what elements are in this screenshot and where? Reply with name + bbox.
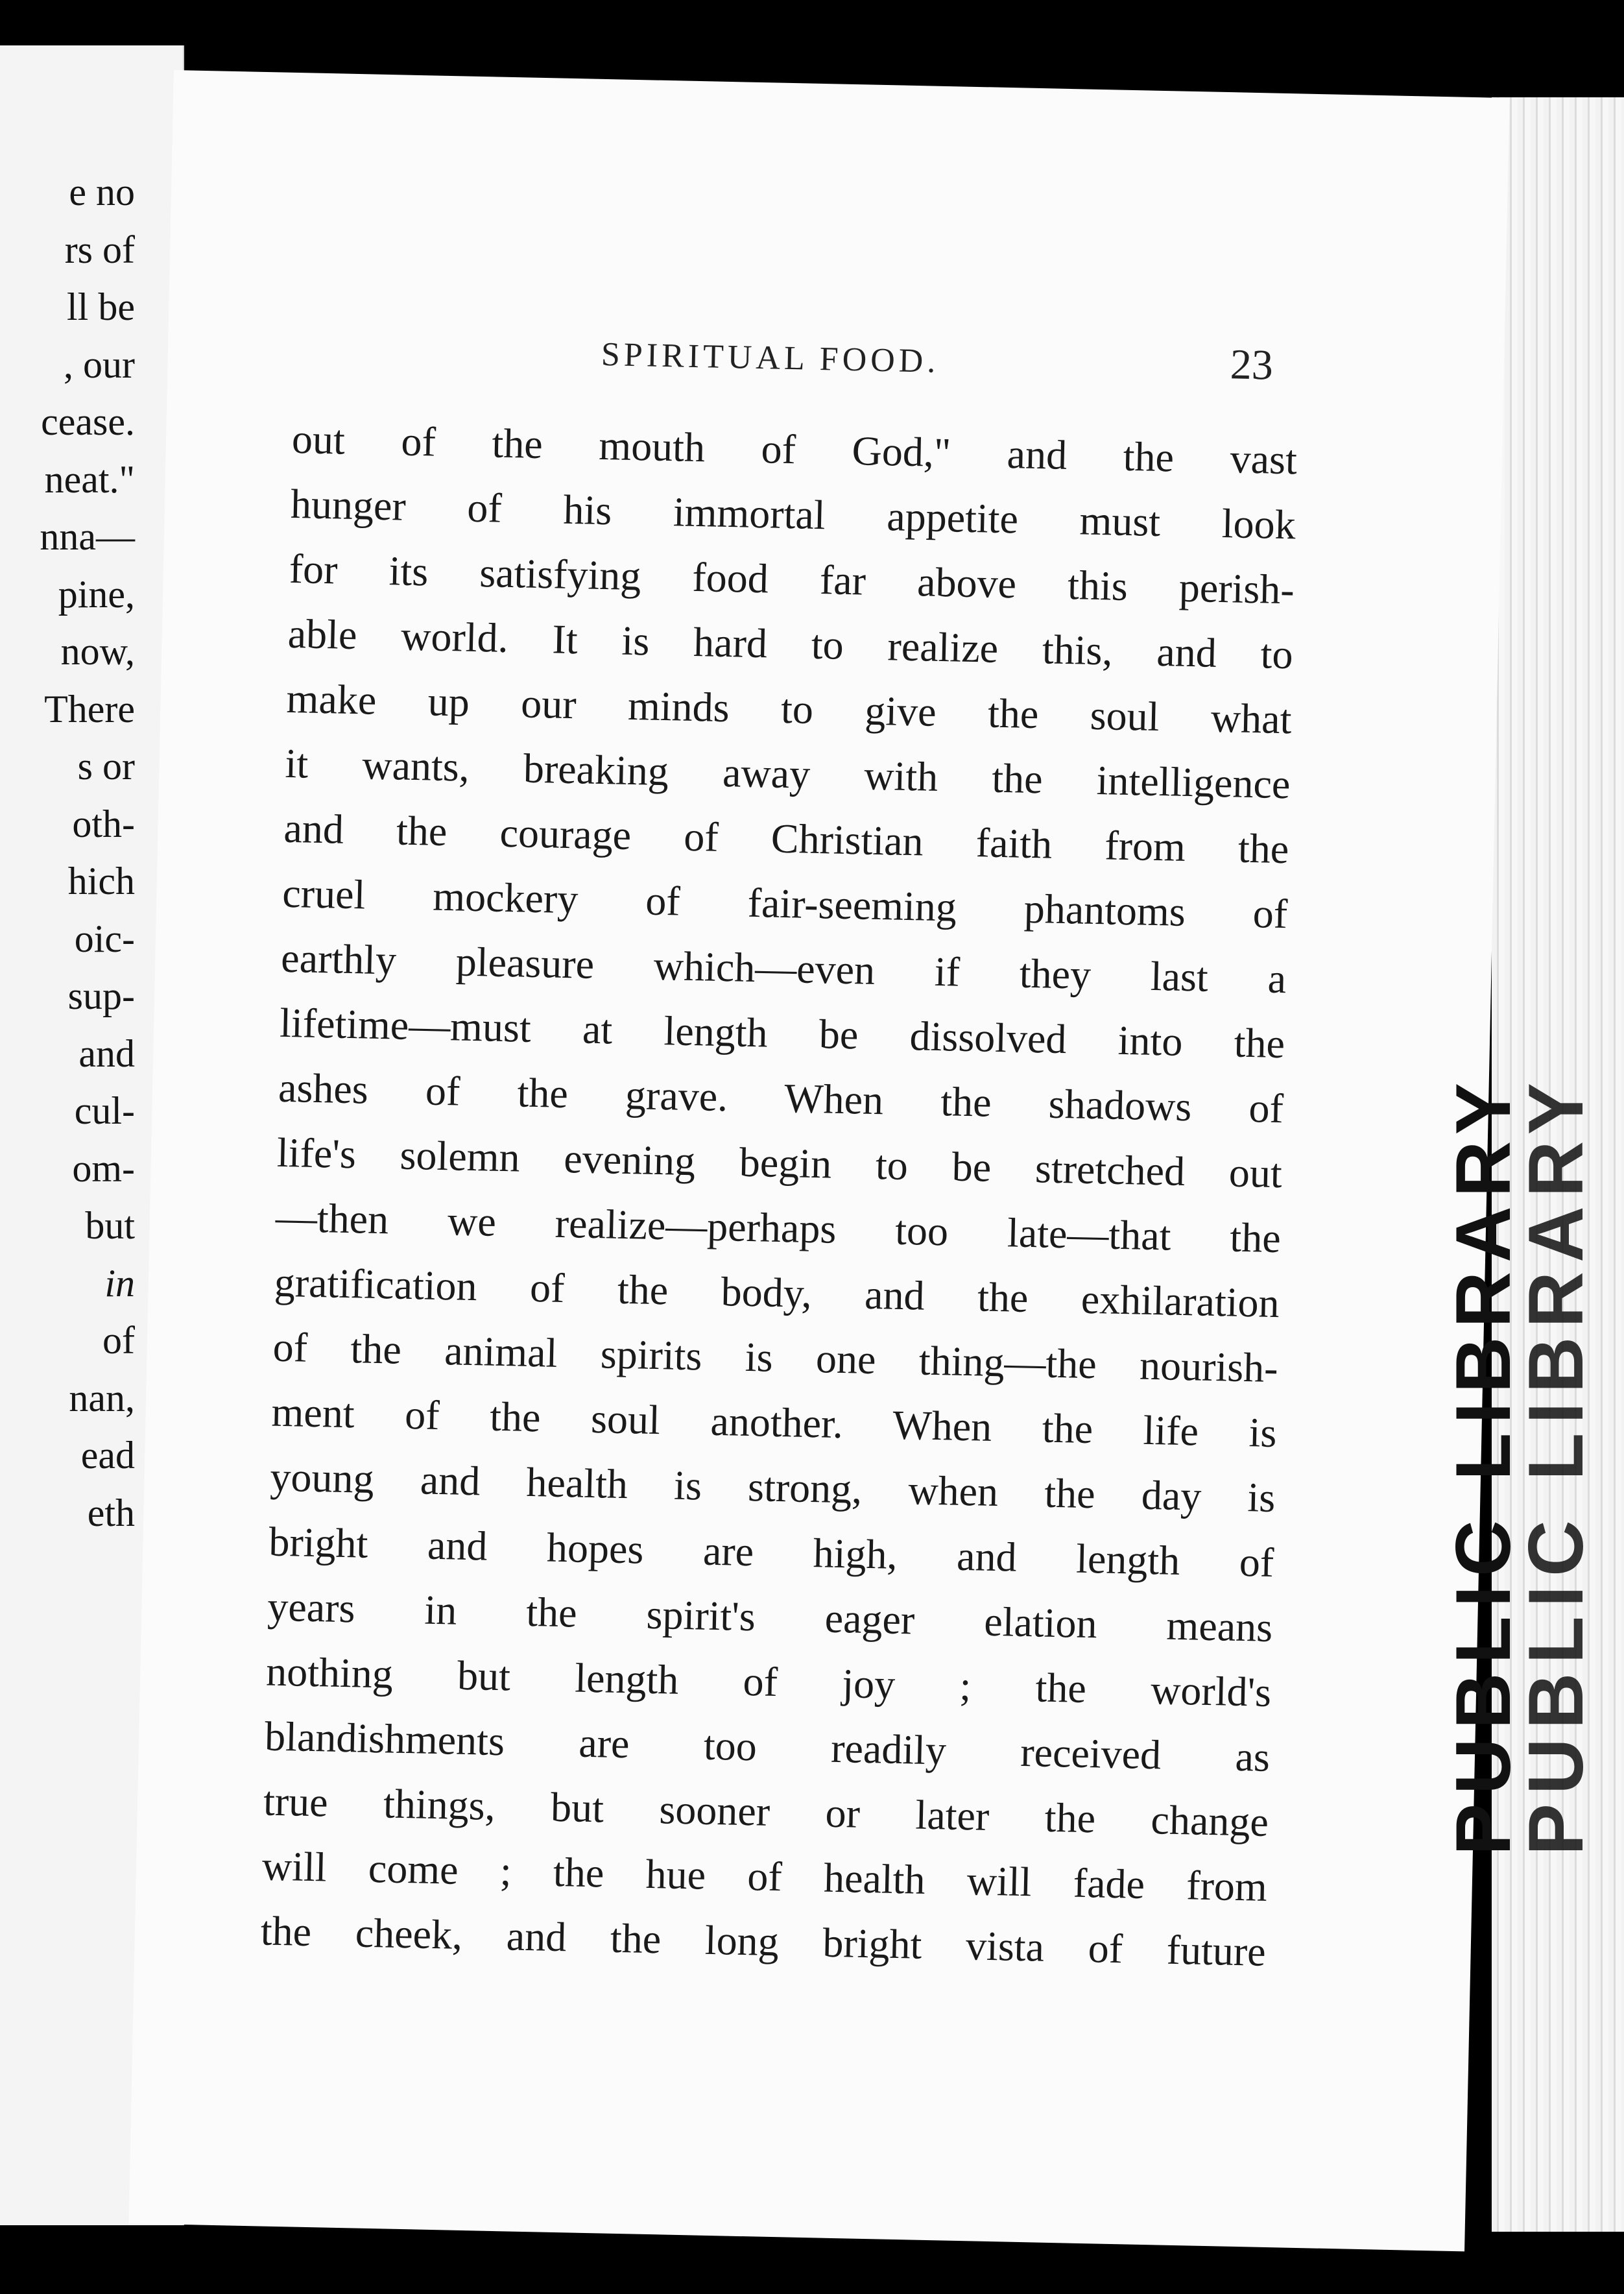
left-text-line: and xyxy=(78,1032,135,1075)
left-text-line: but xyxy=(85,1204,135,1247)
library-stamp-line-1: PUBLIC LIBRARY xyxy=(1440,1074,1527,1855)
left-text-line: of xyxy=(102,1319,135,1362)
text-line: bright and hopes are high, and length of xyxy=(268,1518,1274,1586)
left-text-line: cul- xyxy=(74,1089,135,1132)
left-text-line: ead xyxy=(80,1434,135,1477)
text-line: —then we realize—perhaps too late—that the xyxy=(275,1194,1282,1262)
left-text-line: om- xyxy=(72,1146,135,1190)
left-text-line: There xyxy=(44,687,135,730)
left-text-line: in xyxy=(104,1261,135,1305)
left-text-line: ll be xyxy=(67,285,135,328)
text-line: it wants, breaking away with the intelligence xyxy=(284,740,1291,808)
text-line: make up our minds to give the soul what xyxy=(286,675,1293,743)
text-line: will come ; the hue of health will fade from xyxy=(261,1842,1268,1910)
text-line: nothing but length of joy ; the world's xyxy=(265,1648,1272,1715)
left-text-line: sup- xyxy=(67,974,135,1017)
left-text-line: neat." xyxy=(44,457,135,501)
text-line: for its satisfying food far above this perish- xyxy=(289,545,1295,613)
body-text xyxy=(260,407,1298,1985)
running-head: SPIRITUAL FOOD. xyxy=(601,335,940,380)
library-stamp-line-2: PUBLIC LIBRARY xyxy=(1512,1074,1599,1855)
text-line: ashes of the grave. When the shadows of xyxy=(278,1064,1284,1132)
text-line: life's solemn evening begin to be stretched out xyxy=(276,1129,1283,1197)
text-line: ment of the soul another. When the life is xyxy=(270,1388,1278,1456)
left-text-line: pine, xyxy=(58,572,135,616)
left-text-line: cease. xyxy=(41,400,135,443)
left-text-line: , our xyxy=(64,343,135,386)
left-text-line: oth- xyxy=(72,802,135,845)
text-line: gratification of the body, and the exhilaration xyxy=(274,1259,1280,1327)
left-text-line: oic- xyxy=(74,917,135,960)
text-line: hunger of his immortal appetite must look xyxy=(290,480,1296,548)
text-line: the cheek, and the long bright vista of future xyxy=(260,1907,1267,1975)
text-line: able world. It is hard to realize this, and to xyxy=(287,610,1294,678)
left-text-line: hich xyxy=(67,860,135,902)
text-line: and the courage of Christian faith from the xyxy=(283,804,1289,873)
left-text-line: nna— xyxy=(40,515,135,558)
left-text-line: e no xyxy=(69,171,135,213)
text-line: young and health is strong, when the day is xyxy=(269,1453,1276,1521)
text-line: years in the spirit's eager elation means xyxy=(267,1583,1273,1650)
text-line: out of the mouth of God," and the vast xyxy=(291,415,1298,483)
text-line: blandishments are too readily received as xyxy=(264,1713,1271,1780)
text-line: of the animal spirits is one thing—the nourish- xyxy=(272,1323,1279,1392)
left-text-line: now, xyxy=(60,630,135,673)
text-line: cruel mockery of fair-seeming phantoms of xyxy=(281,869,1288,937)
text-line: earthly pleasure which—even if they last a xyxy=(280,934,1287,1002)
page-number: 23 xyxy=(1230,341,1274,389)
left-text-line: s or xyxy=(77,745,135,788)
left-text-line: eth xyxy=(87,1491,135,1534)
main-page xyxy=(128,70,1509,2251)
left-text-line: rs of xyxy=(64,228,135,271)
text-line: lifetime—must at length be dissolved into the xyxy=(279,999,1285,1067)
left-text-line: nan, xyxy=(69,1376,135,1419)
text-line: true things, but sooner or later the change xyxy=(263,1778,1269,1845)
